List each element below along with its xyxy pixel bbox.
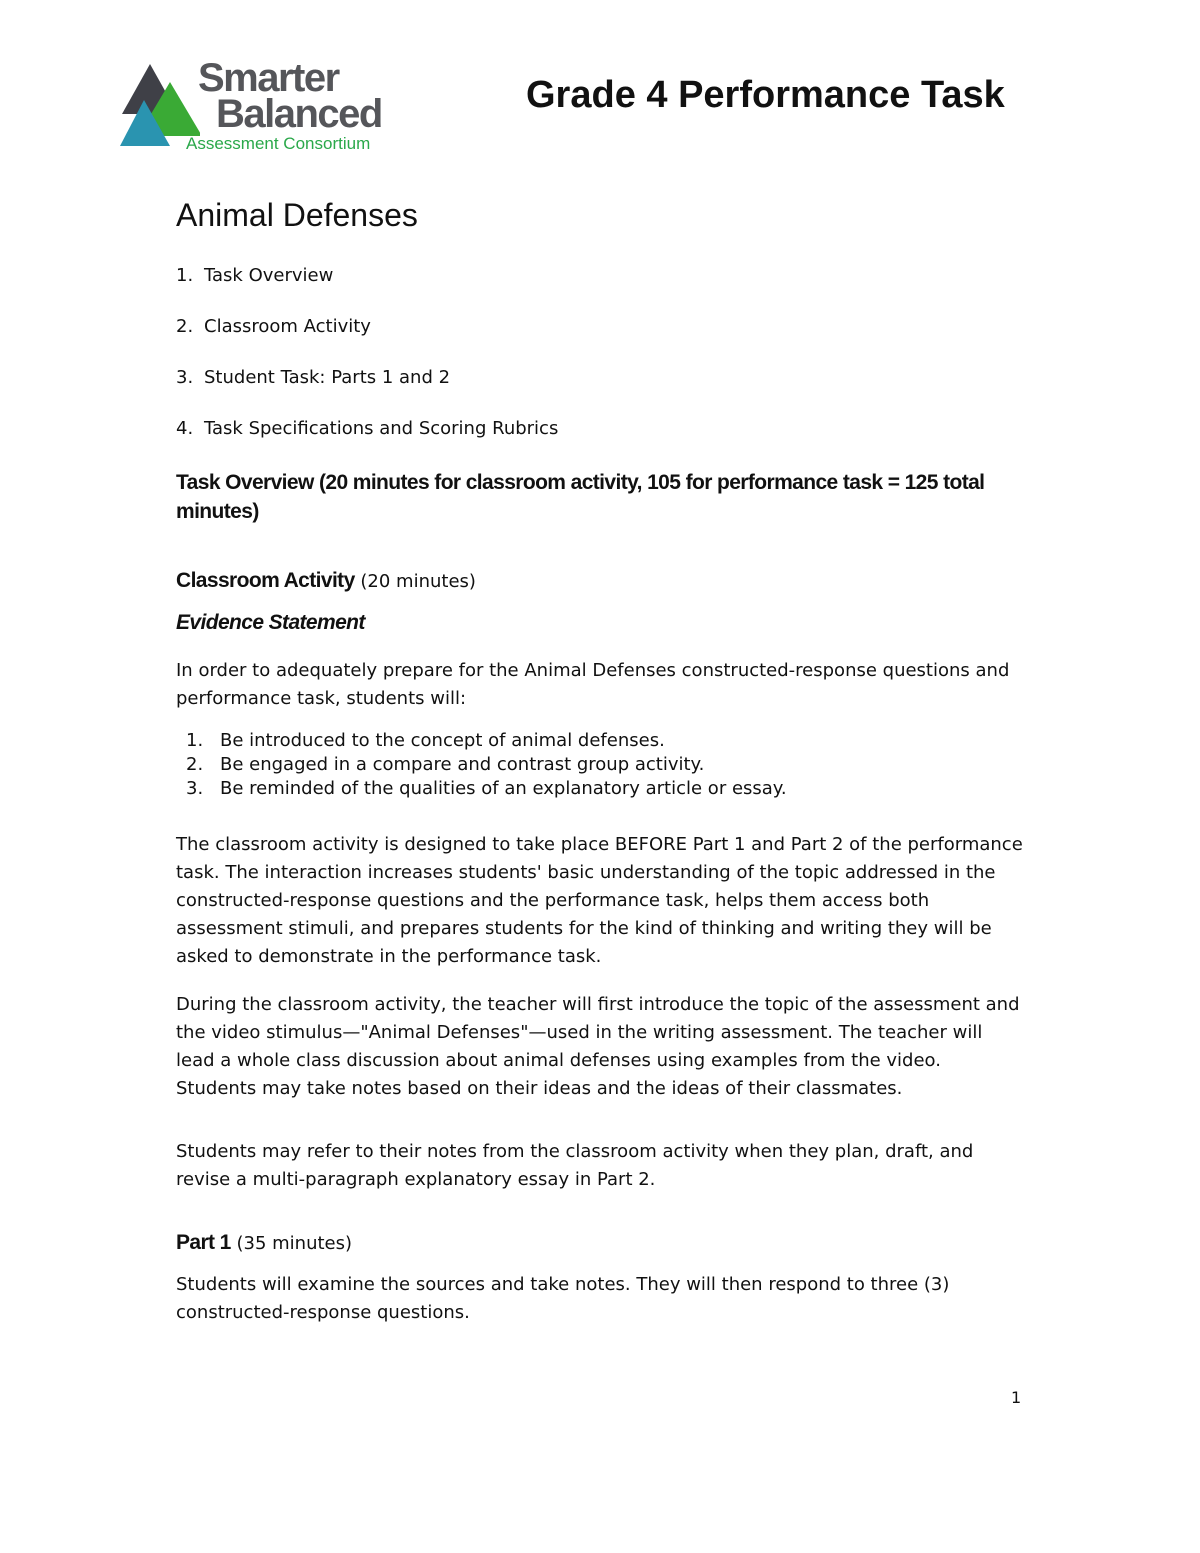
objectives-list [176, 729, 1026, 801]
objective-item: 3. Be reminded of the qualities of an explanatory article or essay. [186, 778, 787, 799]
logo-wordmark-line1: Smarter [198, 56, 339, 100]
smarter-balanced-logo [120, 58, 410, 154]
part1-heading [176, 1230, 1026, 1257]
logo-wordmark-line2: Balanced [216, 92, 382, 136]
notes-reference-paragraph: Students may refer to their notes from the classroom activity when they plan, draft, and revise a multi-paragraph explanatory essay in Part 2. [176, 1141, 974, 1190]
classroom-activity-heading [176, 568, 1026, 595]
classroom-activity-title: Classroom Activity [176, 569, 355, 592]
evidence-statement-heading: Evidence Statement [176, 611, 365, 634]
part1-duration: (35 minutes) [236, 1233, 353, 1254]
objective-item: 2. Be engaged in a compare and contrast group activity. [186, 754, 705, 775]
toc-item: 1. Task Overview [176, 265, 334, 286]
evidence-intro-paragraph: In order to adequately prepare for the Animal Defenses constructed-response questions and performance task, students will: [176, 660, 1010, 709]
document-content [176, 196, 1026, 1327]
page-number: 1 [1011, 1388, 1022, 1407]
logo-subtitle: Assessment Consortium [186, 134, 371, 153]
header-title: Grade 4 Performance Task [526, 74, 1005, 116]
part1-paragraph: Students will examine the sources and take notes. They will then respond to three (3) constructed-response questions. [176, 1274, 950, 1323]
part1-title: Part 1 [176, 1231, 231, 1254]
activity-design-paragraph: The classroom activity is designed to take place BEFORE Part 1 and Part 2 of the performance task. The interaction increases students' basic understanding of the topic addressed in the constructed-response questions and the performance task, helps them access both assessment stimuli, and prepares students for the kind of thinking and writing they will be asked to demonstrate in the performance task. [176, 834, 1023, 967]
toc-item-label: Task Overview [204, 265, 334, 286]
objective-item: 1. Be introduced to the concept of animal defenses. [186, 730, 665, 751]
table-of-contents [176, 264, 1026, 441]
toc-item: 3. Student Task: Parts 1 and 2 [176, 367, 451, 388]
toc-item-label: Student Task: Parts 1 and 2 [204, 367, 451, 388]
toc-item-label: Task Specifications and Scoring Rubrics [204, 418, 559, 439]
document-title: Animal Defenses [176, 197, 418, 233]
task-overview-heading: Task Overview (20 minutes for classroom activity, 105 for performance task = 125 total minutes) [176, 471, 985, 523]
toc-item: 2. Classroom Activity [176, 316, 371, 337]
activity-during-paragraph: During the classroom activity, the teacher will first introduce the topic of the assessment and the video stimulus—"Animal Defenses"—used in the writing assessment. The teacher will lead a whole class discussion about animal defenses using examples from the video. Students may take notes based on their ideas and the ideas of their classmates. [176, 994, 1020, 1099]
toc-item-label: Classroom Activity [204, 316, 371, 337]
classroom-activity-duration: (20 minutes) [360, 571, 476, 592]
toc-item: 4. Task Specifications and Scoring Rubrics [176, 418, 559, 439]
